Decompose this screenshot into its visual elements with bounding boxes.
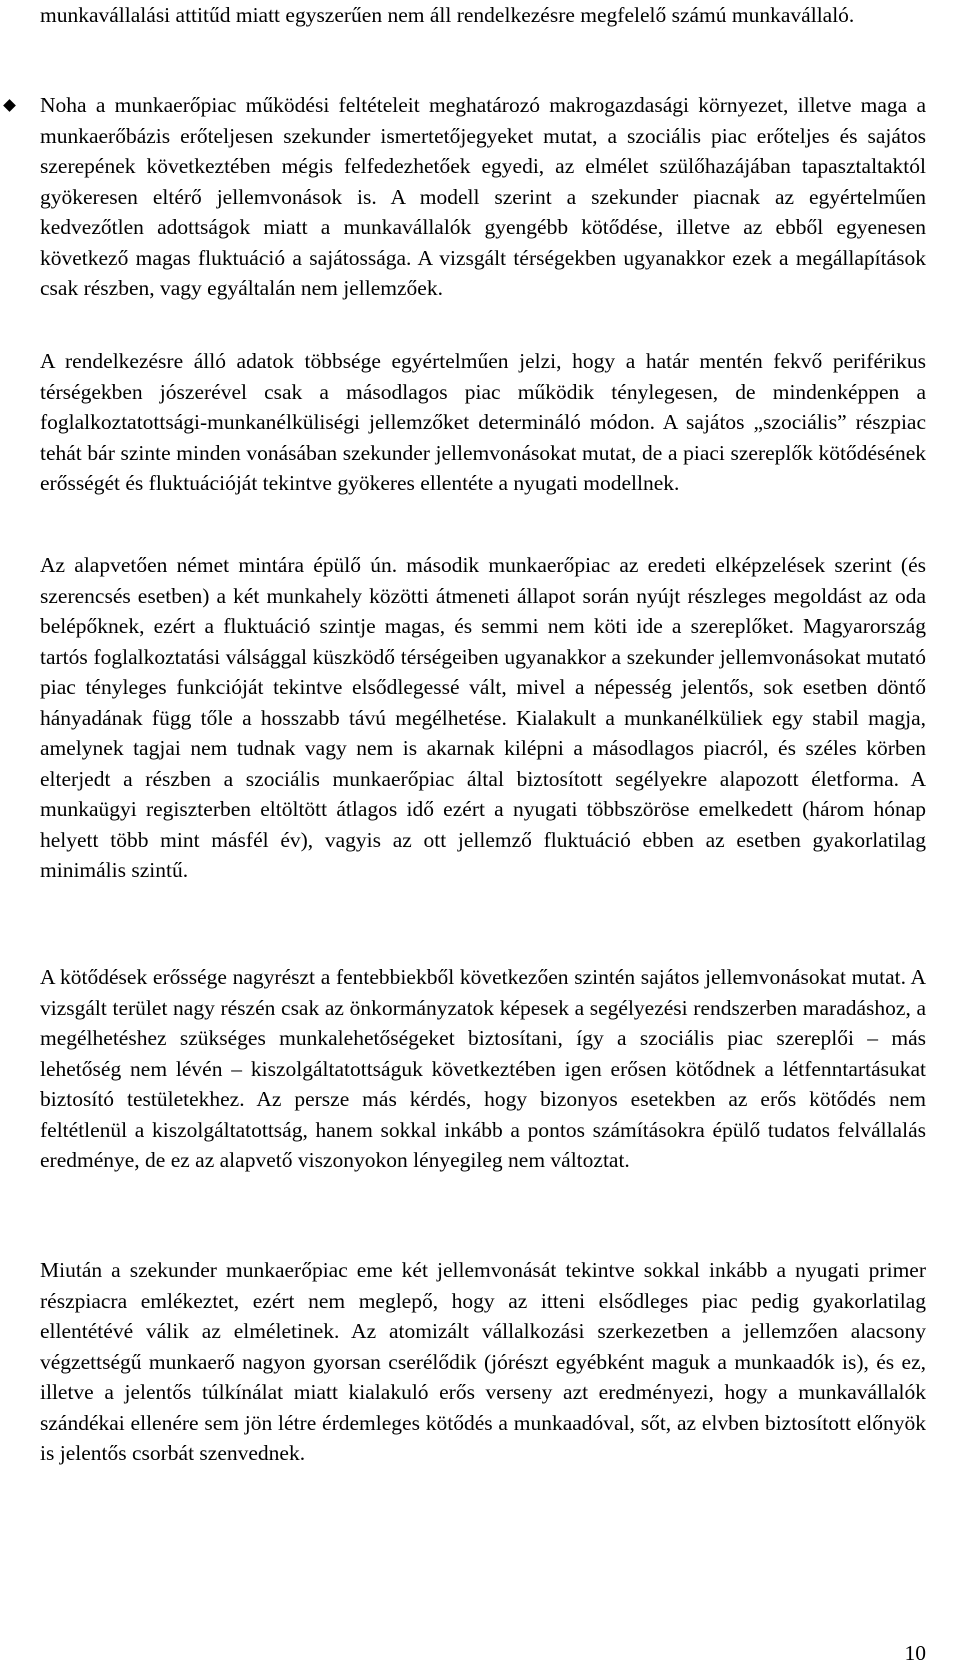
paragraph-text: Miután a szekunder munkaerőpiac eme két jellemvonását tekintve sokkal inkább a nyugati primer részpiacra emlékeztet, ezért nem meglepő, hogy az itteni elsődleges piac pedig gyakorlatilag ellentétévé válik az elméletinek. Az atomizált vállalkozási szerkezetben a jellemzően alacsony végzettségű munkaerő nagyon gyorsan cserélődik (jórészt egyébként maguk a munkaadók is), és ez, illetve a jelentős túlkínálat miatt kialakuló erős verseny azt eredményezi, hogy a munkavállalók szándékai ellenére sem jön létre érdemleges kötődés a munkaadóval, sőt, az elvben biztosított előnyök is jelentős csorbát szenvednek. — [40, 1258, 926, 1465]
paragraph-text: munkavállalási attitűd miatt egyszerűen nem áll rendelkezésre megfelelő számú munkavállaló. — [40, 3, 855, 27]
paragraph-text: A rendelkezésre álló adatok többsége egyértelműen jelzi, hogy a határ mentén fekvő periférikus térségekben jószerével csak a másodlagos piac működik ténylegesen, de mindenképpen a foglalkoztatottsági-munkanélküliségi jellemzőket determináló módon. A sajátos „szociális” részpiac tehát bár szinte minden vonásában szekunder jellemvonásokat mutat, de a piaci szereplők kötődésének erősségét és fluktuációját tekintve gyökeres ellentéte a nyugati modellnek. — [40, 349, 926, 495]
bullet-paragraph-body — [40, 90, 926, 304]
diamond-bullet-icon — [3, 99, 16, 112]
paragraph-continuation — [40, 0, 926, 31]
page-number: 10 — [904, 1641, 926, 1665]
paragraph-text: A kötődések erőssége nagyrészt a fentebbiekből következően szintén sajátos jellemvonásokat mutat. A vizsgált terület nagy részén csak az önkormányzatok képesek a segélyezési rendszerben maradáshoz, a megélhetéshez szükséges munkalehetőségeket biztosítani, így a szociális piac szereplői – más lehetőség nem lévén – kiszolgáltatottságuk következtében igen erősen kötődnek a létfenntartásukat biztosító testületekhez. Az persze más kérdés, hogy bizonyos esetekben az erős kötődés nem feltétlenül a kiszolgáltatottság, hanem sokkal inkább a pontos számításokra épülő tudatos felvállalás eredménye, de ez az alapvető viszonyokon lényegileg nem változtat. — [40, 965, 926, 1172]
paragraph — [40, 1255, 926, 1469]
paragraph-text: Noha a munkaerőpiac működési feltételeit meghatározó makrogazdasági környezet, illetve maga a munkaerőbázis erőteljesen szekunder ismertetőjegyeket mutat, a szociális piac erőteljes és sajátos szerepének következtében mégis felfedezhetőek egyedi, az elmélet szülőhazájában tapasztaltaktól gyökeresen eltérő jellemvonások is. A modell szerint a szekunder piacnak az egyértelműen kedvezőtlen adottságok miatt a munkavállalók gyengébb kötődése, illetve az ebből egyenesen következő magas fluktuáció a sajátossága. A vizsgált térségekben ugyanakkor ezek a megállapítások csak részben, vagy egyáltalán nem jellemzőek. — [40, 93, 926, 300]
paragraph — [40, 346, 926, 499]
paragraph — [40, 550, 926, 886]
paragraph-text: Az alapvetően német mintára épülő ún. második munkaerőpiac az eredeti elképzelések szerint (és szerencsés esetben) a két munkahely közötti átmeneti állapot során nyújt részleges megoldást az oda belépőknek, ezért a fluktuáció szintje magas, és semmi nem köti ide a szereplőket. Magyarország tartós foglalkoztatási válsággal küszködő térségeiben ugyanakkor a szekunder jellemvonásokat mutató piac tényleges funkcióját tekintve elsődlegessé vált, mivel a népesség jelentős, sok esetben döntő hányadának függ tőle a hosszabb távú megélhetése. Kialakult a munkanélküliek egy stabil magja, amelynek tagjai nem tudnak vagy nem is akarnak kilépni a másodlagos piacról, és széles körben elterjedt a részben a szociális munkaerőpiac által biztosított segélyekre alapozott életforma. A munkaügyi regiszterben eltöltött átlagos idő ezért a nyugati többszöröse emelkedett (három hónap helyett több mint másfél év), vagyis az ott jellemző fluktuáció ebben az esetben gyakorlatilag minimális szintű. — [40, 553, 926, 882]
paragraph — [40, 962, 926, 1176]
